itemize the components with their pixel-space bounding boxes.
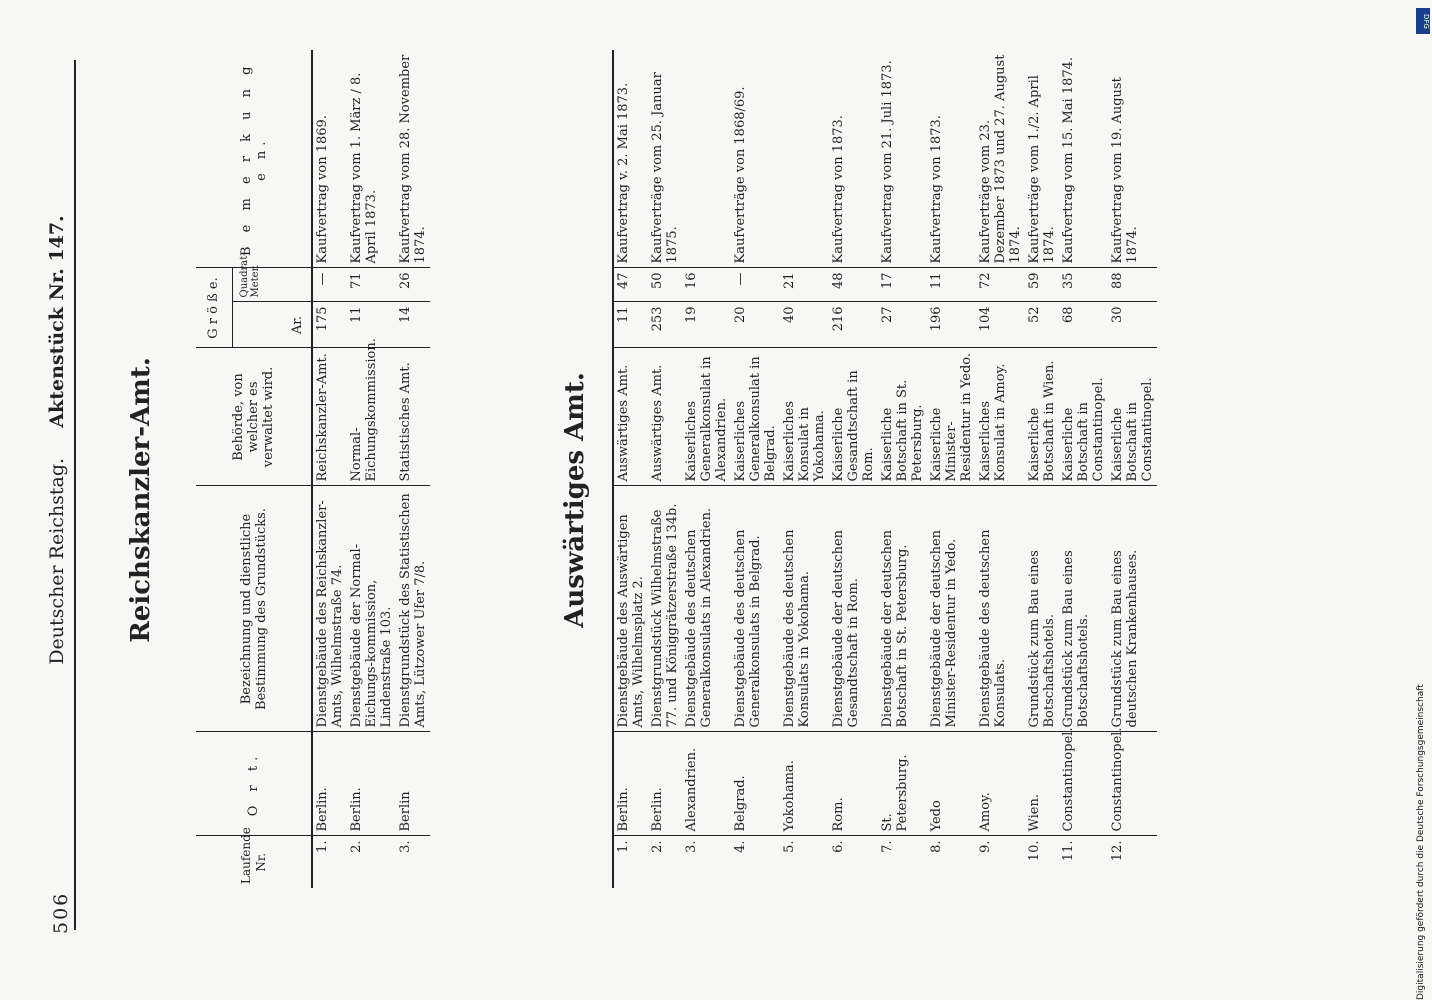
row-ort: Yedo bbox=[927, 732, 976, 836]
row-ar: 11 bbox=[613, 302, 648, 348]
row-ar: 11 bbox=[347, 302, 396, 348]
row-number: 4. bbox=[733, 840, 748, 853]
row-number: 9. bbox=[978, 840, 993, 853]
row-bemerkungen: Kaufvertrag vom 15. Mai 1874. bbox=[1059, 50, 1108, 268]
table-row bbox=[878, 50, 927, 888]
row-number: 1. bbox=[616, 840, 631, 853]
row-bemerkungen: Kaufvertrag vom 21. Juli 1873. bbox=[878, 50, 927, 268]
row-behoerde: Kaiserliche Botschaft in St. Petersburg. bbox=[878, 348, 927, 486]
row-bemerkungen: Kaufvertrag v. 2. Mai 1873. bbox=[613, 50, 648, 268]
row-number: 3. bbox=[684, 840, 699, 853]
table-row bbox=[1059, 50, 1108, 888]
col-behoerde: Behörde, von welcher es verwaltet wird. bbox=[196, 348, 312, 486]
row-behoerde: Kaiserliche Botschaft in Constantinopel. bbox=[1059, 348, 1108, 486]
row-behoerde: Normal-Eichungskommission. bbox=[347, 348, 396, 486]
table-row bbox=[829, 50, 878, 888]
row-bemerkungen: Kaufverträge vom 1./2. April 1874. bbox=[1025, 50, 1059, 268]
row-bemerkungen: Kaufvertrag vom 28. November 1874. bbox=[396, 50, 430, 268]
page-number: 506 bbox=[50, 891, 72, 934]
row-ar: 196 bbox=[927, 302, 976, 348]
row-qm: 47 bbox=[613, 268, 648, 302]
row-qm: 59 bbox=[1025, 268, 1059, 302]
col-lfd-nr: Laufende Nr. bbox=[238, 827, 268, 884]
row-bezeichnung: Dienstgrundstück des Statistischen Amts, Lützower Ufer 7/8. bbox=[396, 486, 430, 732]
row-bezeichnung: Dienstgebäude der deutschen Gesandtschaft in Rom. bbox=[829, 486, 878, 732]
row-bezeichnung: Dienstgebäude des deutschen Konsulats in Yokohama. bbox=[780, 486, 829, 732]
row-number: 1. bbox=[315, 840, 330, 853]
table-row bbox=[682, 50, 731, 888]
row-bemerkungen: Kaufvertrag von 1869. bbox=[312, 50, 347, 268]
row-bemerkungen: Kaufvertrag von 1873. bbox=[927, 50, 976, 268]
row-qm: 17 bbox=[878, 268, 927, 302]
row-ort: Rom. bbox=[829, 732, 878, 836]
row-bezeichnung: Dienstgebäude der deutschen Minister-Residentur in Yedo. bbox=[927, 486, 976, 732]
row-bezeichnung: Dienstgebäude der deutschen Botschaft in St. Petersburg. bbox=[878, 486, 927, 732]
running-header bbox=[46, 140, 68, 740]
row-behoerde: Kaiserliches Konsulat in Yokohama. bbox=[780, 348, 829, 486]
row-bezeichnung: Grundstück zum Bau eines deutschen Krankenhauses. bbox=[1108, 486, 1157, 732]
header-document-ref: Aktenstück Nr. 147. bbox=[46, 215, 68, 428]
row-bezeichnung: Dienstgebäude des deutschen Generalkonsulats in Alexandrien. bbox=[682, 486, 731, 732]
row-number: 10. bbox=[1027, 840, 1042, 862]
row-ort: Amoy. bbox=[976, 732, 1025, 836]
row-bezeichnung: Dienstgebäude des deutschen Generalkonsulats in Belgrad. bbox=[731, 486, 780, 732]
section-title-reichskanzler: Reichskanzler-Amt. bbox=[126, 357, 156, 643]
row-number: 11. bbox=[1061, 840, 1076, 862]
row-ort: Alexandrien. bbox=[682, 732, 731, 836]
row-ar: 30 bbox=[1108, 302, 1157, 348]
row-bezeichnung: Grundstück zum Bau eines Botschaftshotels. bbox=[1059, 486, 1108, 732]
row-bemerkungen: Kaufvertrag vom 1. März / 8. April 1873. bbox=[347, 50, 396, 268]
row-qm: 88 bbox=[1108, 268, 1157, 302]
row-ar: 253 bbox=[648, 302, 682, 348]
row-qm: 21 bbox=[780, 268, 829, 302]
row-qm: 35 bbox=[1059, 268, 1108, 302]
row-ar: 216 bbox=[829, 302, 878, 348]
row-ar: 175 bbox=[312, 302, 347, 348]
table-row bbox=[312, 50, 347, 888]
row-ort: Berlin. bbox=[648, 732, 682, 836]
row-qm: 71 bbox=[347, 268, 396, 302]
row-bezeichnung: Dienstgebäude des Auswärtigen Amts, Wilhelmsplatz 2. bbox=[613, 486, 648, 732]
row-ort: Berlin. bbox=[613, 732, 648, 836]
row-number: 12. bbox=[1110, 840, 1125, 862]
dfg-funding-note: Digitalisierung gefördert durch die Deutsche Forschungsgemeinschaft bbox=[1416, 684, 1426, 1000]
row-number: 5. bbox=[782, 840, 797, 853]
row-bemerkungen: Kaufvertrag vom 19. August 1874. bbox=[1108, 50, 1157, 268]
row-bezeichnung: Dienstgebäude des deutschen Konsulats. bbox=[976, 486, 1025, 732]
row-number: 2. bbox=[349, 840, 364, 853]
row-qm: — bbox=[312, 268, 347, 302]
table-auswaertiges bbox=[612, 50, 1157, 888]
table-row bbox=[1108, 50, 1157, 888]
row-qm: 72 bbox=[976, 268, 1025, 302]
row-number: 6. bbox=[831, 840, 846, 853]
table-row bbox=[927, 50, 976, 888]
row-ort: Constantinopel. bbox=[1108, 732, 1157, 836]
row-ort: Berlin. bbox=[347, 732, 396, 836]
row-number: 2. bbox=[650, 840, 665, 853]
row-behoerde: Reichskanzler-Amt. bbox=[312, 348, 347, 486]
table-row bbox=[648, 50, 682, 888]
row-bezeichnung: Grundstück zum Bau eines Botschaftshotels. bbox=[1025, 486, 1059, 732]
row-number: 3. bbox=[398, 840, 413, 853]
row-bezeichnung: Dienstgebäude des Reichskanzler-Amts, Wilhelmstraße 74. bbox=[312, 486, 347, 732]
row-ar: 104 bbox=[976, 302, 1025, 348]
table-row bbox=[976, 50, 1025, 888]
row-qm: 16 bbox=[682, 268, 731, 302]
row-ort: Yokohama. bbox=[780, 732, 829, 836]
row-ar: 14 bbox=[396, 302, 430, 348]
row-number: 8. bbox=[929, 840, 944, 853]
table-row bbox=[780, 50, 829, 888]
row-qm: 26 bbox=[396, 268, 430, 302]
col-bezeichnung: Bezeichnung und dienstliche Bestimmung des Grundstücks. bbox=[196, 486, 312, 732]
row-behoerde: Kaiserliche Botschaft in Constantinopel. bbox=[1108, 348, 1157, 486]
col-bemerkungen: B e m e r k u n g e n. bbox=[196, 50, 312, 268]
row-number: 7. bbox=[880, 840, 895, 853]
row-ort: Constantinopel. bbox=[1059, 732, 1108, 836]
row-ort: Belgrad. bbox=[731, 732, 780, 836]
row-qm: 11 bbox=[927, 268, 976, 302]
col-ort: O r t. bbox=[196, 732, 312, 836]
row-ort: Berlin. bbox=[312, 732, 347, 836]
table-row bbox=[613, 50, 648, 888]
header-source: Deutscher Reichstag. bbox=[46, 457, 68, 665]
col-ar: Ar. bbox=[232, 302, 312, 348]
row-behoerde: Kaiserliches Generalkonsulat in Alexandrien. bbox=[682, 348, 731, 486]
dfg-logo-icon: DFG bbox=[1416, 8, 1430, 34]
row-bemerkungen: Kaufverträge vom 23. Dezember 1873 und 27. August 1874. bbox=[976, 50, 1025, 268]
col-qm: Quadrat-Meter. bbox=[232, 268, 312, 302]
row-ar: 52 bbox=[1025, 302, 1059, 348]
row-bemerkungen: Kaufverträge vom 25. Januar 1875. bbox=[648, 50, 682, 268]
row-behoerde: Kaiserliches Generalkonsulat in Belgrad. bbox=[731, 348, 780, 486]
row-qm: 50 bbox=[648, 268, 682, 302]
row-bemerkungen: Kaufverträge von 1868/69. bbox=[731, 50, 780, 268]
row-ar: 68 bbox=[1059, 302, 1108, 348]
row-ar: 19 bbox=[682, 302, 731, 348]
table-row bbox=[347, 50, 396, 888]
row-behoerde: Auswärtiges Amt. bbox=[613, 348, 648, 486]
row-ar: 27 bbox=[878, 302, 927, 348]
row-behoerde: Auswärtiges Amt. bbox=[648, 348, 682, 486]
row-behoerde: Kaiserliche Botschaft in Wien. bbox=[1025, 348, 1059, 486]
row-behoerde: Kaiserliches Konsulat in Amoy. bbox=[976, 348, 1025, 486]
table-row bbox=[1025, 50, 1059, 888]
row-bemerkungen bbox=[682, 50, 731, 268]
row-ort: Berlin bbox=[396, 732, 430, 836]
row-behoerde: Statistisches Amt. bbox=[396, 348, 430, 486]
row-ar: 20 bbox=[731, 302, 780, 348]
table-row bbox=[731, 50, 780, 888]
table-reichskanzler bbox=[196, 50, 430, 888]
table-header-row bbox=[196, 50, 232, 888]
section-title-auswaertiges: Auswärtiges Amt. bbox=[560, 372, 590, 628]
row-ort: St. Petersburg. bbox=[878, 732, 927, 836]
row-bemerkungen: Kaufvertrag von 1873. bbox=[829, 50, 878, 268]
row-qm: — bbox=[731, 268, 780, 302]
row-qm: 48 bbox=[829, 268, 878, 302]
row-bezeichnung: Dienstgrundstück Wilhelmstraße 77. und Königgrätzerstraße 134b. bbox=[648, 486, 682, 732]
table-row bbox=[396, 50, 430, 888]
col-groesse: G r ö ß e. bbox=[196, 268, 232, 348]
row-ort: Wien. bbox=[1025, 732, 1059, 836]
row-ar: 40 bbox=[780, 302, 829, 348]
row-bemerkungen bbox=[780, 50, 829, 268]
row-behoerde: Kaiserliche Gesandtschaft in Rom. bbox=[829, 348, 878, 486]
header-rule bbox=[74, 60, 76, 930]
row-behoerde: Kaiserliche Minister-Residentur in Yedo. bbox=[927, 348, 976, 486]
row-bezeichnung: Dienstgebäude der Normal-Eichungs-kommission, Lindenstraße 103. bbox=[347, 486, 396, 732]
